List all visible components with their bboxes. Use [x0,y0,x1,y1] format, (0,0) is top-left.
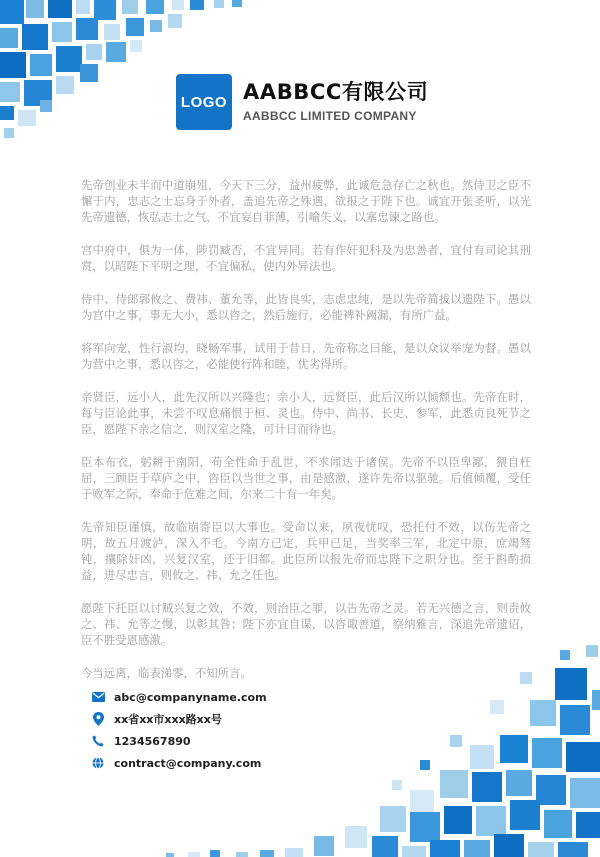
contact-info [91,686,267,774]
body-paragraph: 将军向宠，性行淑均，晓畅军事，试用于昔日，先帝称之曰能，是以众议举宠为督。愚以为营中之事，悉以咨之，必能使行阵和睦，优劣得所。 [81,341,531,371]
mail-icon [91,690,105,704]
contact-email-text: abc@companyname.com [114,690,267,704]
contact-email [91,686,267,708]
body-paragraph: 宫中府中，俱为一体，陟罚臧否，不宜异同。若有作奸犯科及为忠善者，宜付有司论其刑赏，以昭陛下平明之理，不宜偏私，使内外异法也。 [81,243,531,273]
body-paragraph: 今当远离，临表涕零，不知所言。 [81,666,252,680]
contact-address-text: xx省xx市xxx路xx号 [114,713,222,726]
body-paragraph: 侍中、侍郎郭攸之、费祎、董允等，此皆良实，志虑忠纯，是以先帝简拔以遗陛下。愚以为宫中之事，事无大小，悉以咨之，然后施行，必能裨补阙漏，有所广益。 [81,292,531,322]
company-name: AABBCC有限公司 [243,80,429,104]
company-name-english: AABBCC LIMITED COMPANY [243,109,417,123]
globe-icon [91,756,105,770]
body-paragraph: 先帝创业未半而中道崩殂，今天下三分，益州疲弊，此诚危急存亡之秋也。然侍卫之臣不懈于内，忠志之士忘身于外者，盖追先帝之殊遇，欲报之于陛下也。诚宜开张圣听，以光先帝遗德，恢弘志士之气，不宜妄自菲薄，引喻失义，以塞忠谏之路也。 [81,178,531,224]
body-paragraph: 先帝知臣谨慎，故临崩寄臣以大事也。受命以来，夙夜忧叹，恐托付不效，以伤先帝之明，故五月渡泸，深入不毛。今南方已定，兵甲已足，当奖率三军，北定中原，庶竭驽钝，攘除奸凶，兴复汉室，还于旧都。此臣所以报先帝而忠陛下之职分也。至于斟酌损益，进尽忠言，则攸之、祎、允之任也。 [81,520,531,582]
letterhead-header [176,73,428,131]
company-title-block [243,82,428,122]
logo-text: LOGO [180,93,228,111]
contact-phone [91,730,267,752]
contact-address [91,708,267,730]
phone-icon [91,734,105,748]
body-paragraph: 亲贤臣，远小人，此先汉所以兴隆也；亲小人，远贤臣，此后汉所以倾颓也。先帝在时，每与臣论此事，未尝不叹息痛恨于桓、灵也。侍中、尚书、长史、参军，此悉贞良死节之臣，愿陛下亲之信之，则汉室之隆，可计日而待也。 [81,390,531,436]
contact-website [91,752,267,774]
company-logo [176,74,232,130]
contact-website-text: contract@company.com [114,756,262,770]
contact-phone-text: 1234567890 [114,734,191,748]
body-paragraph: 臣本布衣，躬耕于南阳，苟全性命于乱世，不求闻达于诸侯。先帝不以臣卑鄙，猥自枉屈，三顾臣于草庐之中，咨臣以当世之事，由是感激，遂许先帝以驱驰。后值倾覆，受任于败军之际，奉命于危难之间，尔来二十有一年矣。 [81,455,531,501]
letter-body [81,177,531,698]
body-paragraph: 愿陛下托臣以讨贼兴复之效，不效，则治臣之罪，以告先帝之灵。若无兴德之言，则责攸之、祎、允等之慢，以彰其咎；陛下亦宜自谋，以咨诹善道，察纳雅言，深追先帝遗诏，臣不胜受恩感激。 [81,601,531,647]
location-pin-icon [91,712,105,726]
